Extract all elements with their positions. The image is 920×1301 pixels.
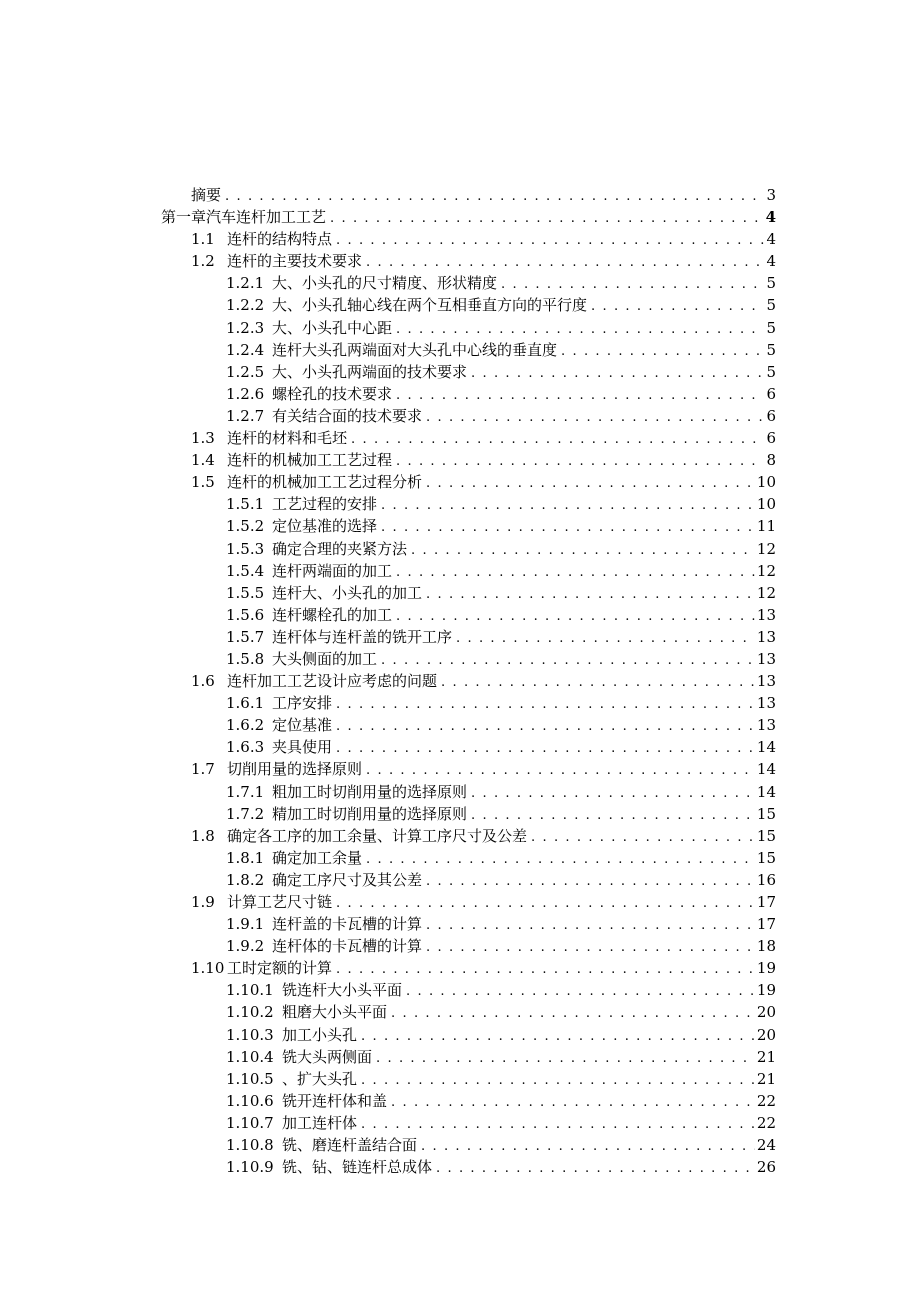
toc-entry-label	[226, 294, 587, 316]
toc-entry-title: 螺栓孔的技术要求	[272, 384, 393, 403]
toc-entry-page: 14	[756, 782, 776, 801]
toc-entry-label	[226, 1090, 387, 1112]
toc-entry-number: 1.8.2	[226, 870, 265, 889]
toc-leader-dots	[336, 716, 755, 738]
toc-entry-label	[226, 361, 467, 383]
toc-entry[interactable]	[0, 825, 776, 847]
toc-leader-dots	[351, 429, 764, 451]
toc-entry[interactable]	[0, 803, 776, 825]
toc-leader-dots	[366, 252, 764, 274]
toc-entry-title: 连杆盖的卡瓦槽的计算	[272, 915, 423, 934]
toc-entry-page: 22	[756, 1091, 776, 1110]
toc-entry-page: 12	[756, 539, 776, 558]
toc-leader-dots	[381, 517, 755, 539]
toc-entry-number: 1.5.4	[226, 561, 265, 580]
toc-entry-page: 13	[756, 716, 776, 735]
toc-entry-label	[226, 272, 497, 294]
toc-entry-title: 连杆大、小头孔的加工	[272, 583, 423, 602]
toc-entry-title: 铣连杆大小头平面	[282, 981, 403, 1000]
toc-leader-dots	[366, 849, 755, 871]
toc-entry[interactable]	[0, 1156, 776, 1178]
toc-entry-page: 13	[756, 694, 776, 713]
toc-entry-page: 11	[756, 517, 776, 536]
toc-entry-title: 确定各工序的加工余量、计算工序尺寸及公差	[227, 826, 528, 845]
toc-entry-page: 5	[766, 296, 776, 315]
toc-leader-dots	[436, 1158, 755, 1180]
toc-entry-title: 铣、钻、链连杆总成体	[282, 1158, 433, 1177]
toc-entry-title: 连杆的主要技术要求	[227, 252, 363, 271]
toc-leader-dots	[376, 1048, 755, 1070]
toc-entry[interactable]	[0, 405, 776, 427]
toc-entry-title: 连杆大头孔两端面对大头孔中心线的垂直度	[272, 340, 558, 359]
toc-entry-page: 17	[756, 893, 776, 911]
toc-entry-page: 5	[766, 362, 776, 381]
toc-entry-title: 确定工序尺寸及其公差	[272, 870, 423, 889]
toc-leader-dots	[411, 540, 755, 562]
toc-entry[interactable]	[0, 294, 776, 316]
toc-leader-dots	[441, 672, 755, 694]
toc-entry-label	[226, 1068, 357, 1090]
toc-entry[interactable]	[0, 427, 776, 449]
toc-entry-label	[226, 339, 557, 361]
toc-leader-dots	[471, 783, 755, 805]
toc-leader-dots	[426, 407, 764, 429]
toc-entry-page: 13	[756, 605, 776, 624]
toc-leader-dots	[361, 1026, 755, 1048]
toc-entry-label	[191, 184, 221, 206]
toc-entry-label	[191, 471, 422, 493]
toc-entry-number: 1.6.3	[226, 738, 265, 757]
toc-entry-label	[226, 692, 332, 714]
toc-entry-title: 大、小头孔轴心线在两个互相垂直方向的平行度	[272, 296, 588, 315]
toc-leader-dots	[406, 981, 755, 1003]
toc-entry[interactable]	[0, 692, 776, 714]
toc-entry-label	[226, 515, 377, 537]
toc-leader-dots	[591, 296, 764, 318]
toc-entry-title: 切削用量的选择原则	[227, 760, 363, 779]
toc-entry-number: 1.10.9	[226, 1158, 274, 1177]
toc-entry-title: 大、小头孔两端面的技术要求	[272, 362, 468, 381]
toc-entry-number: 1.4	[191, 451, 215, 470]
toc-entry[interactable]	[0, 515, 776, 537]
toc-entry-label	[191, 449, 392, 471]
toc-entry[interactable]	[0, 493, 776, 515]
toc-entry-title: 大头侧面的加工	[272, 649, 378, 668]
toc-entry-label	[226, 626, 452, 648]
toc-entry-label	[226, 560, 392, 582]
toc-entry-number: 1.8	[191, 826, 215, 845]
toc-entry-label	[226, 582, 422, 604]
toc-leader-dots	[336, 230, 764, 252]
toc-entry-title: 有关结合面的技术要求	[272, 406, 423, 425]
toc-entry-number: 1.5	[191, 473, 215, 492]
toc-entry-number: 1.10.2	[226, 1003, 274, 1022]
toc-entry[interactable]	[0, 449, 776, 471]
toc-entry-page: 22	[756, 1113, 776, 1132]
toc-entry-title: 连杆体与连杆盖的铣开工序	[272, 627, 453, 646]
toc-entry-page: 12	[756, 583, 776, 602]
toc-entry-title: 铣开连杆体和盖	[282, 1091, 388, 1110]
toc-entry-number: 1.10.3	[226, 1025, 274, 1044]
toc-entry-label	[191, 825, 527, 847]
toc-entry[interactable]	[0, 626, 776, 648]
toc-entry-page: 16	[756, 870, 776, 889]
toc-entry-label	[226, 317, 392, 339]
toc-entry[interactable]	[0, 206, 776, 228]
toc-entry-title: 连杆的机械加工工艺过程	[227, 451, 393, 470]
toc-entry[interactable]	[0, 538, 776, 560]
toc-entry-title: 连杆加工工艺设计应考虑的问题	[227, 672, 438, 691]
toc-leader-dots	[426, 915, 755, 937]
toc-entry[interactable]	[0, 1046, 776, 1068]
toc-entry-number: 1.2.4	[226, 340, 265, 359]
toc-entry-number: 1.5.5	[226, 583, 265, 602]
toc-entry-title: 确定加工余量	[272, 848, 363, 867]
toc-entry[interactable]	[0, 383, 776, 405]
toc-entry-page: 6	[766, 384, 776, 403]
toc-entry-page: 6	[766, 406, 776, 425]
toc-entry-page: 12	[756, 561, 776, 580]
toc-entry-page: 15	[756, 848, 776, 867]
toc-entry-label	[226, 405, 422, 427]
toc-entry[interactable]	[0, 869, 776, 891]
toc-entry-page: 8	[766, 451, 776, 470]
toc-leader-dots	[225, 186, 764, 208]
toc-leader-dots	[471, 363, 764, 385]
toc-entry[interactable]	[0, 714, 776, 736]
toc-entry-title: 铣、磨连杆盖结合面	[282, 1136, 418, 1155]
toc-entry-number: 1.10	[191, 959, 225, 978]
toc-entry[interactable]	[0, 957, 776, 979]
toc-entry-page: 4	[765, 208, 776, 227]
toc-entry-number: 1.10.1	[226, 981, 274, 1000]
toc-entry-label	[191, 758, 362, 780]
toc-leader-dots	[471, 805, 755, 827]
toc-entry[interactable]	[0, 228, 776, 250]
toc-entry-page: 5	[766, 340, 776, 359]
toc-leader-dots	[421, 1136, 755, 1158]
toc-entry-page: 14	[756, 738, 776, 757]
toc-leader-dots	[426, 937, 755, 959]
toc-leader-dots	[366, 760, 755, 782]
toc-leader-dots	[456, 628, 755, 650]
toc-entry-label	[226, 714, 332, 736]
toc-entry-number: 1.6.2	[226, 716, 265, 735]
toc-entry-page: 19	[756, 959, 776, 978]
toc-entry-label	[226, 1134, 417, 1156]
toc-entry[interactable]	[0, 1001, 776, 1023]
table-of-contents	[0, 184, 920, 1178]
toc-entry-label	[191, 250, 362, 272]
toc-entry[interactable]	[0, 560, 776, 582]
toc-entry[interactable]	[0, 670, 776, 692]
toc-entry-number: 1.1	[191, 230, 215, 249]
toc-entry-title: 连杆的机械加工工艺过程分析	[227, 473, 423, 492]
toc-entry-page: 21	[756, 1047, 776, 1066]
toc-entry-label	[191, 427, 347, 449]
toc-entry-number: 1.10.4	[226, 1047, 274, 1066]
toc-entry-label	[226, 1156, 432, 1178]
toc-entry-page: 15	[756, 804, 776, 823]
toc-entry[interactable]	[0, 339, 776, 361]
toc-leader-dots	[426, 473, 755, 495]
toc-entry[interactable]	[0, 1068, 776, 1090]
toc-entry-number: 1.10.8	[226, 1136, 274, 1155]
toc-entry-title: 连杆的材料和毛坯	[227, 429, 348, 448]
toc-entry-page: 10	[756, 473, 776, 492]
toc-leader-dots	[391, 1092, 755, 1114]
toc-entry-number: 1.9.1	[226, 915, 265, 934]
toc-entry-number: 1.8.1	[226, 848, 265, 867]
toc-leader-dots	[396, 562, 755, 584]
toc-entry[interactable]	[0, 979, 776, 1001]
toc-entry[interactable]	[0, 361, 776, 383]
toc-entry[interactable]	[0, 781, 776, 803]
toc-entry-title: 连杆两端面的加工	[272, 561, 393, 580]
toc-entry-label	[226, 847, 362, 869]
toc-entry-page: 15	[756, 826, 776, 845]
toc-leader-dots	[361, 1114, 755, 1136]
toc-entry-title: 连杆螺栓孔的加工	[272, 605, 393, 624]
toc-leader-dots	[501, 274, 764, 296]
toc-entry-label	[226, 913, 422, 935]
toc-entry-number: 1.5.7	[226, 627, 265, 646]
toc-leader-dots	[561, 341, 764, 363]
toc-entry-page: 4	[766, 230, 776, 249]
toc-entry-number: 1.2.7	[226, 406, 265, 425]
toc-entry-label	[191, 670, 437, 692]
toc-leader-dots	[396, 451, 764, 473]
toc-leader-dots	[396, 385, 764, 407]
toc-entry-title: 加工连杆体	[282, 1113, 358, 1132]
toc-entry[interactable]	[0, 317, 776, 339]
toc-entry-number: 1.2.1	[226, 274, 265, 293]
toc-leader-dots	[396, 606, 755, 628]
toc-entry-label	[226, 604, 392, 626]
toc-entry-number: 1.6	[191, 672, 215, 691]
toc-entry[interactable]	[0, 1134, 776, 1156]
toc-entry-number: 1.2.6	[226, 384, 265, 403]
toc-entry[interactable]	[0, 1024, 776, 1046]
toc-entry-page: 14	[756, 760, 776, 779]
toc-leader-dots	[381, 650, 755, 672]
toc-entry-title: 粗加工时切削用量的选择原则	[272, 782, 468, 801]
toc-entry[interactable]	[0, 184, 776, 206]
toc-entry-page: 20	[756, 1003, 776, 1022]
toc-entry-title: 第一章汽车连杆加工工艺	[161, 208, 327, 227]
toc-entry-title: 连杆的结构特点	[227, 230, 333, 249]
toc-entry-number: 1.5.6	[226, 605, 265, 624]
toc-entry[interactable]	[0, 1112, 776, 1134]
toc-entry-page: 21	[756, 1069, 776, 1088]
toc-entry-number: 1.7	[191, 760, 215, 779]
toc-entry-label	[226, 736, 332, 758]
toc-entry[interactable]	[0, 582, 776, 604]
toc-entry-title: 计算工艺尺寸链	[227, 893, 333, 911]
toc-entry-title: 加工小头孔	[282, 1025, 358, 1044]
toc-entry-label	[226, 1046, 372, 1068]
toc-entry[interactable]	[0, 758, 776, 780]
toc-entry-title: 铣大头两侧面	[282, 1047, 373, 1066]
toc-entry[interactable]	[0, 272, 776, 294]
toc-entry[interactable]	[0, 648, 776, 670]
toc-entry-label	[226, 1024, 357, 1046]
toc-entry-title: 确定合理的夹紧方法	[272, 539, 408, 558]
toc-entry-title: 定位基准的选择	[272, 517, 378, 536]
toc-leader-dots	[330, 208, 764, 230]
toc-entry-page: 4	[766, 252, 776, 271]
toc-entry-number: 1.9.2	[226, 937, 265, 956]
toc-entry-number: 1.7.1	[226, 782, 265, 801]
toc-entry-page: 18	[756, 937, 776, 956]
toc-entry-number: 1.10.5	[226, 1069, 274, 1088]
toc-entry-label	[226, 869, 422, 891]
toc-leader-dots	[336, 694, 755, 716]
toc-entry-page: 13	[756, 649, 776, 668]
toc-entry-number: 1.6.1	[226, 694, 265, 713]
toc-entry-label	[191, 228, 332, 250]
toc-entry[interactable]	[0, 250, 776, 272]
toc-entry[interactable]	[0, 736, 776, 758]
toc-entry-number: 1.2.2	[226, 296, 265, 315]
toc-entry-number: 1.2.3	[226, 318, 265, 337]
toc-entry-number: 1.5.2	[226, 517, 265, 536]
toc-entry-label	[226, 648, 377, 670]
toc-entry-label	[226, 1001, 387, 1023]
toc-leader-dots	[426, 584, 755, 606]
toc-entry[interactable]	[0, 604, 776, 626]
toc-entry-number: 1.2	[191, 252, 215, 271]
toc-entry[interactable]	[0, 471, 776, 493]
toc-entry-title: 大、小头孔的尺寸精度、形状精度	[272, 274, 498, 293]
toc-entry[interactable]	[0, 935, 776, 957]
toc-entry-page: 10	[756, 495, 776, 514]
toc-entry[interactable]	[0, 891, 776, 913]
toc-entry-title: 定位基准	[272, 716, 333, 735]
toc-entry-page: 3	[766, 186, 776, 204]
toc-entry-number: 1.10.6	[226, 1091, 274, 1110]
toc-entry-label	[226, 538, 407, 560]
toc-entry-page: 26	[756, 1158, 776, 1177]
toc-entry-page: 20	[756, 1025, 776, 1044]
toc-entry-label	[226, 493, 377, 515]
toc-leader-dots	[391, 1003, 755, 1025]
toc-entry-page: 13	[756, 627, 776, 646]
toc-entry[interactable]	[0, 1090, 776, 1112]
toc-leader-dots	[336, 959, 755, 981]
toc-entry-number: 1.5.1	[226, 495, 265, 514]
toc-entry-page: 13	[756, 672, 776, 691]
toc-entry-page: 19	[756, 981, 776, 1000]
toc-entry-page: 6	[766, 429, 776, 448]
toc-entry-number: 1.5.3	[226, 539, 265, 558]
toc-entry-title: 工艺过程的安排	[272, 495, 378, 514]
toc-entry[interactable]	[0, 847, 776, 869]
toc-leader-dots	[381, 495, 755, 517]
toc-entry-title: 粗磨大小头平面	[282, 1003, 388, 1022]
toc-leader-dots	[336, 893, 755, 915]
toc-leader-dots	[361, 1070, 755, 1092]
toc-entry-title: 精加工时切削用量的选择原则	[272, 804, 468, 823]
toc-entry-page: 5	[766, 274, 776, 293]
toc-entry-label	[226, 935, 422, 957]
toc-entry-label	[226, 979, 402, 1001]
toc-entry-title: 连杆体的卡瓦槽的计算	[272, 937, 423, 956]
toc-entry-number: 1.5.8	[226, 649, 265, 668]
toc-leader-dots	[336, 738, 755, 760]
toc-entry-title: 摘要	[191, 186, 222, 204]
toc-entry-label	[226, 1112, 357, 1134]
toc-entry-number: 1.2.5	[226, 362, 265, 381]
toc-entry[interactable]	[0, 913, 776, 935]
toc-entry-title: 夹具使用	[272, 738, 333, 757]
toc-entry-number: 1.3	[191, 429, 215, 448]
toc-leader-dots	[531, 827, 755, 849]
toc-entry-label	[191, 957, 332, 979]
toc-entry-title: 工序安排	[272, 694, 333, 713]
toc-entry-title: 大、小头孔中心距	[272, 318, 393, 337]
toc-entry-page: 17	[756, 915, 776, 934]
toc-leader-dots	[426, 871, 755, 893]
toc-entry-number: 1.10.7	[226, 1113, 274, 1132]
toc-entry-page: 5	[766, 318, 776, 337]
toc-entry-label	[226, 383, 392, 405]
toc-entry-label	[191, 891, 332, 913]
toc-entry-page: 24	[756, 1136, 776, 1155]
toc-leader-dots	[396, 319, 764, 341]
toc-entry-label	[226, 781, 467, 803]
toc-entry-label	[161, 206, 326, 228]
toc-entry-number: 1.9	[191, 893, 215, 911]
toc-entry-number: 1.7.2	[226, 804, 265, 823]
toc-entry-title: 工时定额的计算	[227, 959, 333, 978]
toc-entry-label	[226, 803, 467, 825]
toc-entry-title: 、扩大头孔	[282, 1069, 358, 1088]
